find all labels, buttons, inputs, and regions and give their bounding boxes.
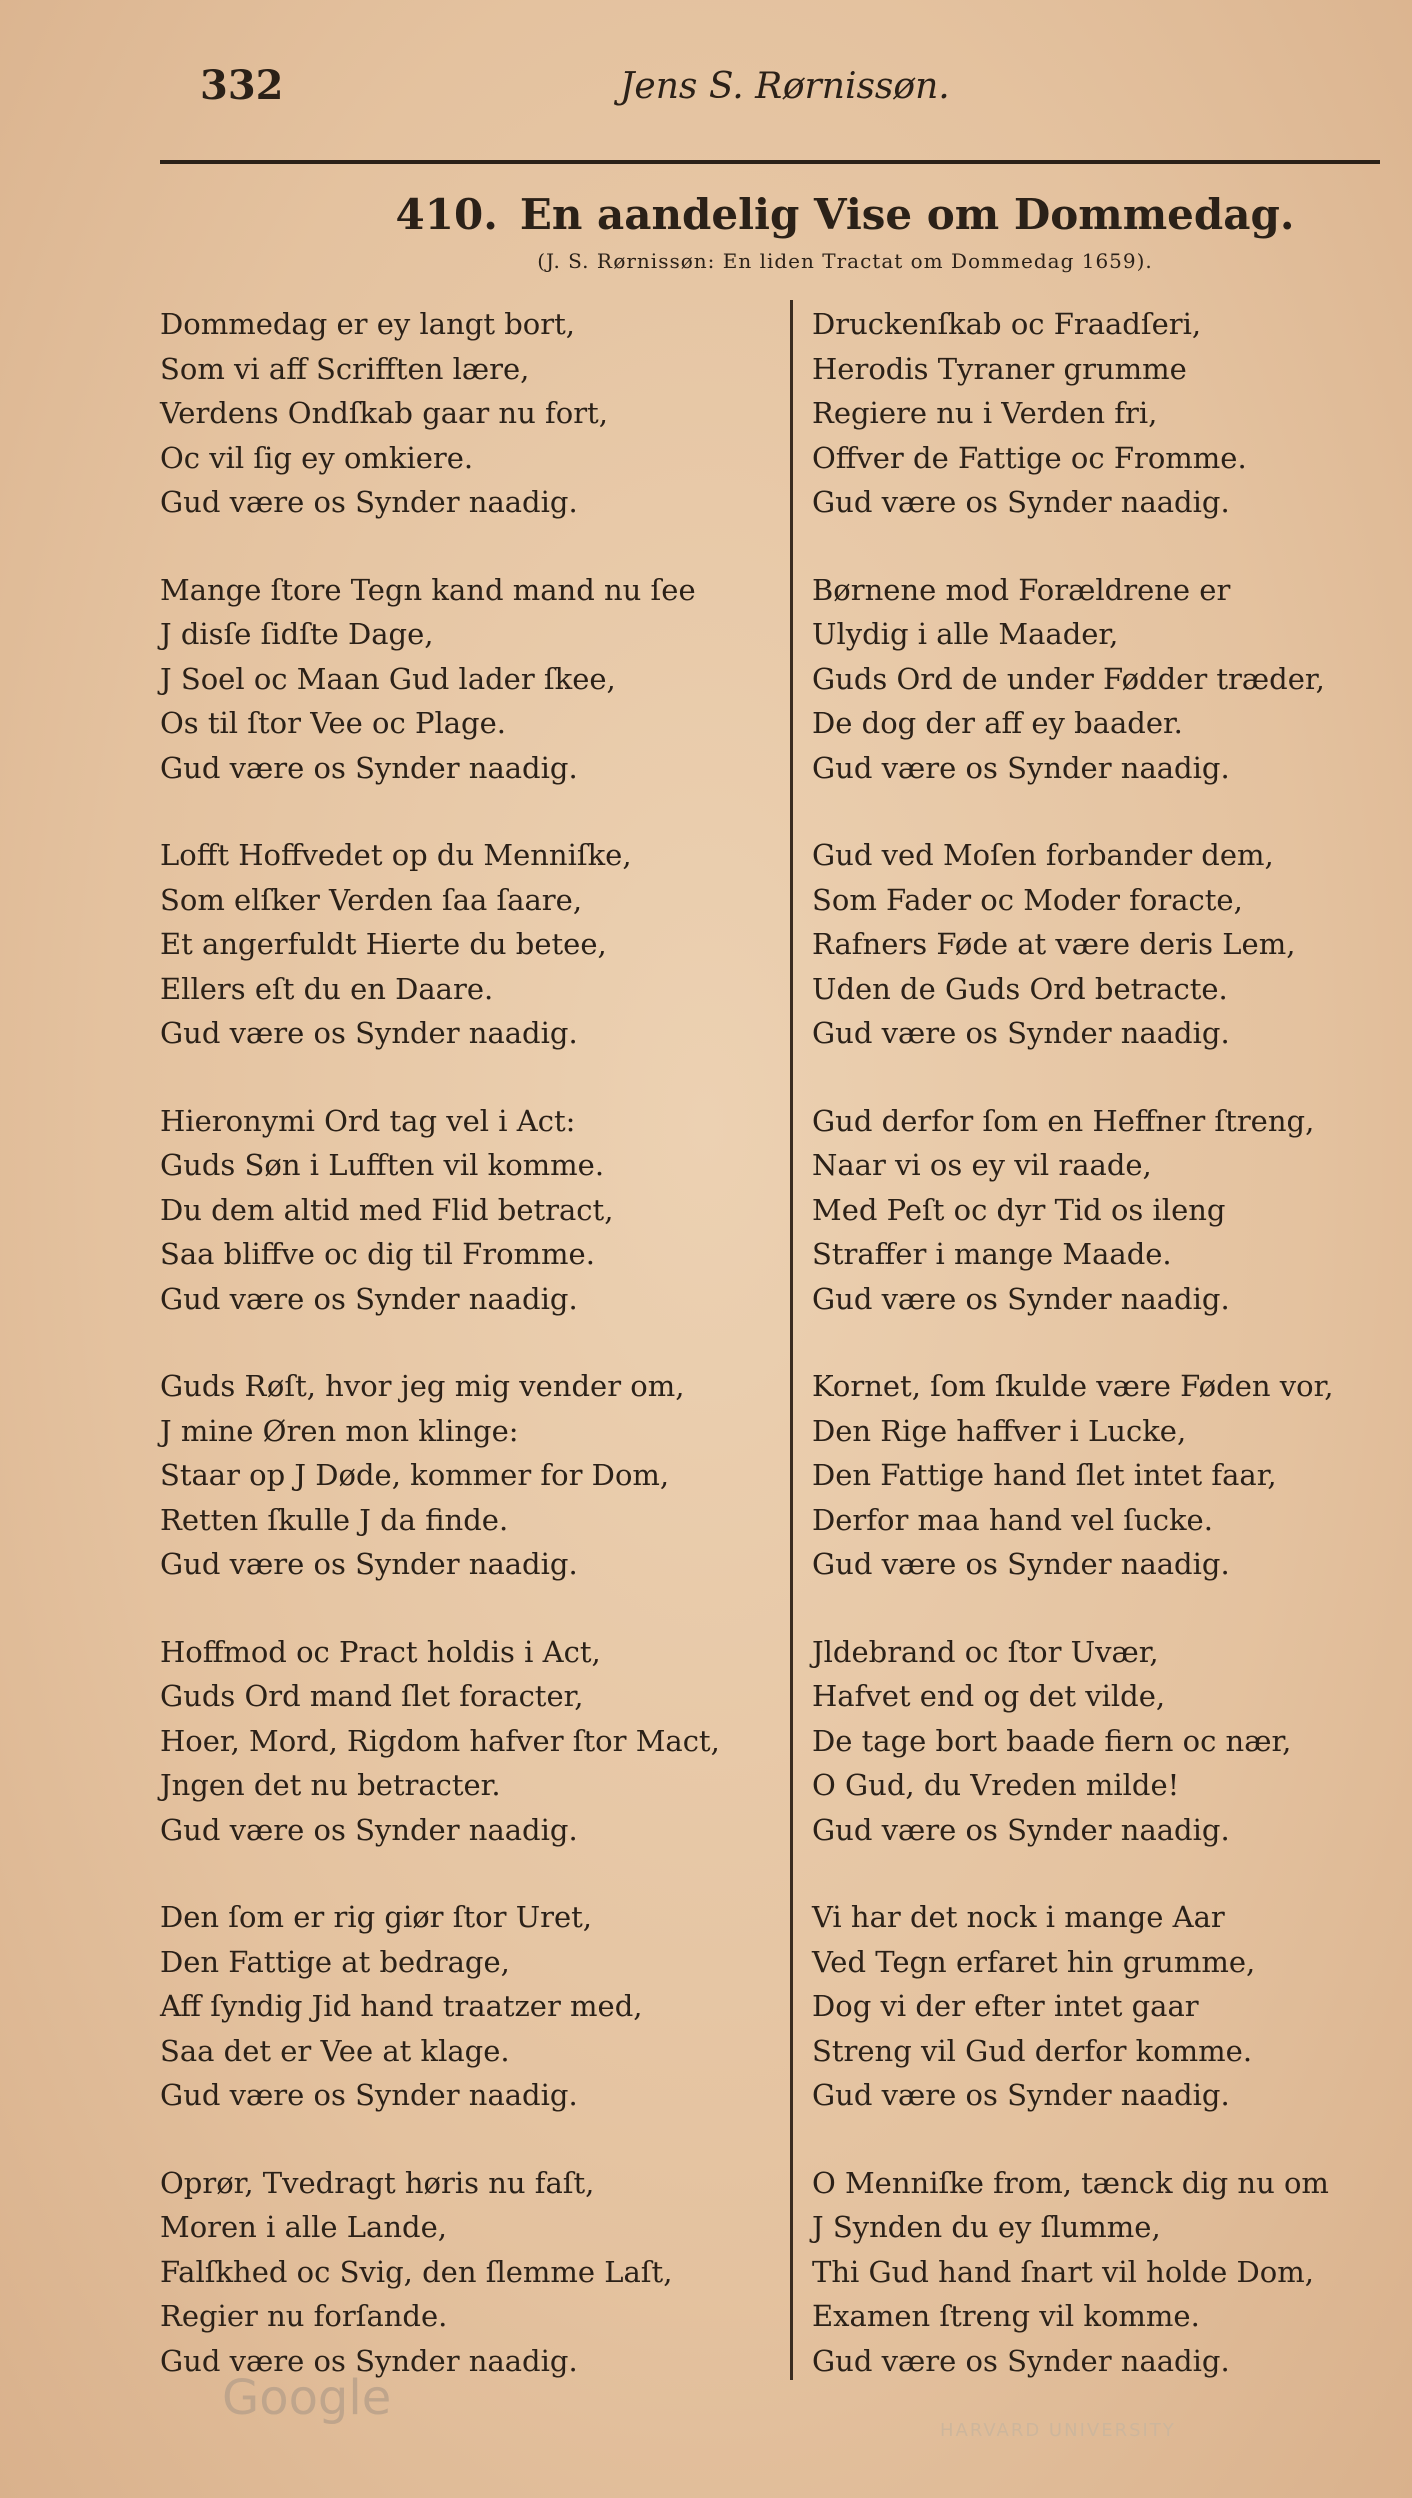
verse-line: Som elſker Verden ſaa ſaare,	[160, 882, 583, 917]
verse-line: J Soel oc Maan Gud lader ſkee,	[160, 661, 616, 696]
verse-line: J disſe ſidſte Dage,	[160, 617, 434, 651]
refrain-line: Gud være os Synder naadig.	[160, 2343, 578, 2378]
refrain-line: Gud være os Synder naadig.	[812, 1016, 1230, 1050]
verse-line: Den Fattige at bedrage,	[160, 1944, 510, 1979]
verse-line: Naar vi os ey vil raade,	[812, 1148, 1152, 1182]
verse-line: Saa det er Vee at klage.	[160, 2033, 510, 2068]
verse-line: Hafvet end og det vilde,	[812, 1679, 1166, 1713]
verse-line: Som Fader oc Moder foracte,	[812, 882, 1243, 917]
verse-line: Oc vil ſig ey omkiere.	[160, 440, 474, 475]
verse-line: Rafners Føde at være deris Lem,	[812, 927, 1296, 961]
verse-line: Ellers eſt du en Daare.	[160, 971, 494, 1006]
verse-line: Gud derfor ſom en Heffner ſtreng,	[812, 1103, 1315, 1138]
refrain-line: Gud være os Synder naadig.	[812, 485, 1230, 519]
google-watermark: Google	[222, 2370, 392, 2426]
verse-line: Derfor maa hand vel ſucke.	[812, 1502, 1213, 1537]
verse-line: O Gud, du Vreden milde!	[812, 1768, 1180, 1802]
refrain-line: Gud være os Synder naadig.	[812, 1547, 1230, 1581]
verse-line: De dog der aff ey baader.	[812, 706, 1183, 740]
verse-line: Examen ſtreng vil komme.	[812, 2299, 1200, 2333]
hymn-number: 410.	[395, 190, 498, 239]
verse-line: Lofft Hoffvedet op du Menniſke,	[160, 838, 632, 872]
verse-line: Thi Gud hand ſnart vil holde Dom,	[812, 2254, 1314, 2289]
verse-line: De tage bort baade fiern oc nær,	[812, 1723, 1292, 1758]
stanza	[160, 1099, 780, 1322]
stanza	[160, 2161, 780, 2384]
verse-line: Retten ſkulle J da finde.	[160, 1502, 509, 1537]
stanza	[812, 1364, 1412, 1587]
right-column	[812, 302, 1412, 2426]
verse-line: Druckenſkab oc Fraadſeri,	[812, 307, 1202, 341]
refrain-line: Gud være os Synder naadig.	[160, 750, 578, 785]
verse-line: Du dem altid med Flid betract,	[160, 1192, 614, 1227]
verse-line: Den Fattige hand ſlet intet faar,	[812, 1458, 1277, 1492]
refrain-line: Gud være os Synder naadig.	[160, 1547, 578, 1581]
running-head: Jens S. Rørnissøn.	[620, 66, 950, 107]
verse-line: Mange ſtore Tegn kand mand nu ſee	[160, 572, 696, 607]
verse-line: Aff ſyndig Jid hand traatzer med,	[160, 1989, 643, 2023]
verse-line: Hieronymi Ord tag vel i Act:	[160, 1103, 576, 1138]
stanza	[160, 1630, 780, 1853]
stanza	[160, 1364, 780, 1587]
page-header	[200, 62, 1200, 132]
verse-line: J Synden du ey ſlumme,	[812, 2210, 1161, 2244]
column-divider	[790, 300, 793, 2380]
stanza	[160, 833, 780, 1056]
stanza	[160, 302, 780, 525]
verse-line: O Menniſke from, tænck dig nu om	[812, 2165, 1329, 2200]
verse-line: Oprør, Tvedragt høris nu faſt,	[160, 2165, 595, 2200]
stanza	[812, 1099, 1412, 1322]
verse-line: Moren i alle Lande,	[160, 2210, 447, 2244]
refrain-line: Gud være os Synder naadig.	[812, 1812, 1230, 1847]
verse-line: Ulydig i alle Maader,	[812, 617, 1119, 651]
verse-line: Straffer i mange Maade.	[812, 1237, 1172, 1271]
verse-line: Herodis Tyraner grumme	[812, 351, 1187, 386]
verse-line: Den Rige haffver i Lucke,	[812, 1413, 1187, 1448]
verse-line: Dog vi der efter intet gaar	[812, 1989, 1199, 2023]
refrain-line: Gud være os Synder naadig.	[160, 1812, 578, 1847]
verse-line: Guds Røſt, hvor jeg mig vender om,	[160, 1369, 685, 1403]
stanza	[812, 833, 1412, 1056]
refrain-line: Gud være os Synder naadig.	[160, 1281, 578, 1316]
page-number: 332	[200, 62, 284, 109]
verse-line: Et angerfuldt Hierte du betee,	[160, 927, 607, 961]
stanza	[160, 1895, 780, 2118]
verse-line: Os til ſtor Vee oc Plage.	[160, 706, 506, 740]
refrain-line: Gud være os Synder naadig.	[160, 1016, 578, 1050]
verse-line: Falſkhed oc Svig, den ſlemme Laſt,	[160, 2254, 673, 2289]
stanza	[812, 2161, 1412, 2384]
left-column	[160, 302, 780, 2426]
hymn-title-text: En aandelig Vise om Dommedag.	[519, 190, 1295, 239]
verse-line: Som vi aff Scrifften lære,	[160, 351, 530, 386]
refrain-line: Gud være os Synder naadig.	[812, 1281, 1230, 1316]
verse-line: Med Peſt oc dyr Tid os ileng	[812, 1192, 1226, 1227]
refrain-line: Gud være os Synder naadig.	[812, 2078, 1230, 2112]
verse-line: Vi har det nock i mange Aar	[812, 1900, 1225, 1934]
verse-line: Regier nu forſande.	[160, 2299, 448, 2333]
verse-line: Guds Ord mand ſlet foracter,	[160, 1679, 584, 1713]
verse-line: Dommedag er ey langt bort,	[160, 307, 575, 341]
verse-line: Jldebrand oc ſtor Uvær,	[812, 1634, 1159, 1669]
hymn-title-block	[160, 190, 1380, 273]
hymn-title	[310, 190, 1380, 239]
stanza	[160, 568, 780, 791]
harvard-watermark: HARVARD UNIVERSITY	[940, 2420, 1176, 2441]
verse-line: Staar op J Døde, kommer for Dom,	[160, 1458, 670, 1492]
verse-line: Gud ved Moſen forbander dem,	[812, 838, 1274, 872]
stanza	[812, 302, 1412, 525]
verse-line: Ved Tegn erfaret hin grumme,	[812, 1944, 1256, 1979]
verse-line: Uden de Guds Ord betracte.	[812, 971, 1228, 1006]
verse-line: Børnene mod Forældrene er	[812, 572, 1231, 607]
verse-line: Saa bliffve oc dig til Fromme.	[160, 1237, 595, 1271]
verse-line: J mine Øren mon klinge:	[160, 1413, 519, 1448]
verse-line: Guds Ord de under Fødder træder,	[812, 661, 1325, 696]
verse-line: Den ſom er rig giør ſtor Uret,	[160, 1900, 593, 1934]
header-rule	[160, 160, 1380, 164]
refrain-line: Gud være os Synder naadig.	[160, 485, 578, 519]
verse-line: Regiere nu i Verden fri,	[812, 396, 1158, 430]
refrain-line: Gud være os Synder naadig.	[160, 2078, 578, 2112]
verse-line: Verdens Ondſkab gaar nu fort,	[160, 396, 608, 430]
verse-line: Kornet, ſom ſkulde være Føden vor,	[812, 1369, 1334, 1403]
verse-line: Hoffmod oc Pract holdis i Act,	[160, 1634, 601, 1669]
refrain-line: Gud være os Synder naadig.	[812, 2343, 1230, 2378]
verse-line: Streng vil Gud derfor komme.	[812, 2033, 1253, 2068]
stanza	[812, 568, 1412, 791]
stanza	[812, 1630, 1412, 1853]
hymn-source: (J. S. Rørnissøn: En liden Tractat om Dommedag 1659).	[537, 249, 1153, 273]
verse-line: Jngen det nu betracter.	[160, 1768, 501, 1802]
refrain-line: Gud være os Synder naadig.	[812, 750, 1230, 785]
verse-line: Guds Søn i Lufften vil komme.	[160, 1148, 605, 1182]
verse-line: Hoer, Mord, Rigdom hafver ſtor Mact,	[160, 1723, 720, 1758]
verse-line: Offver de Fattige oc Fromme.	[812, 440, 1247, 475]
stanza	[812, 1895, 1412, 2118]
